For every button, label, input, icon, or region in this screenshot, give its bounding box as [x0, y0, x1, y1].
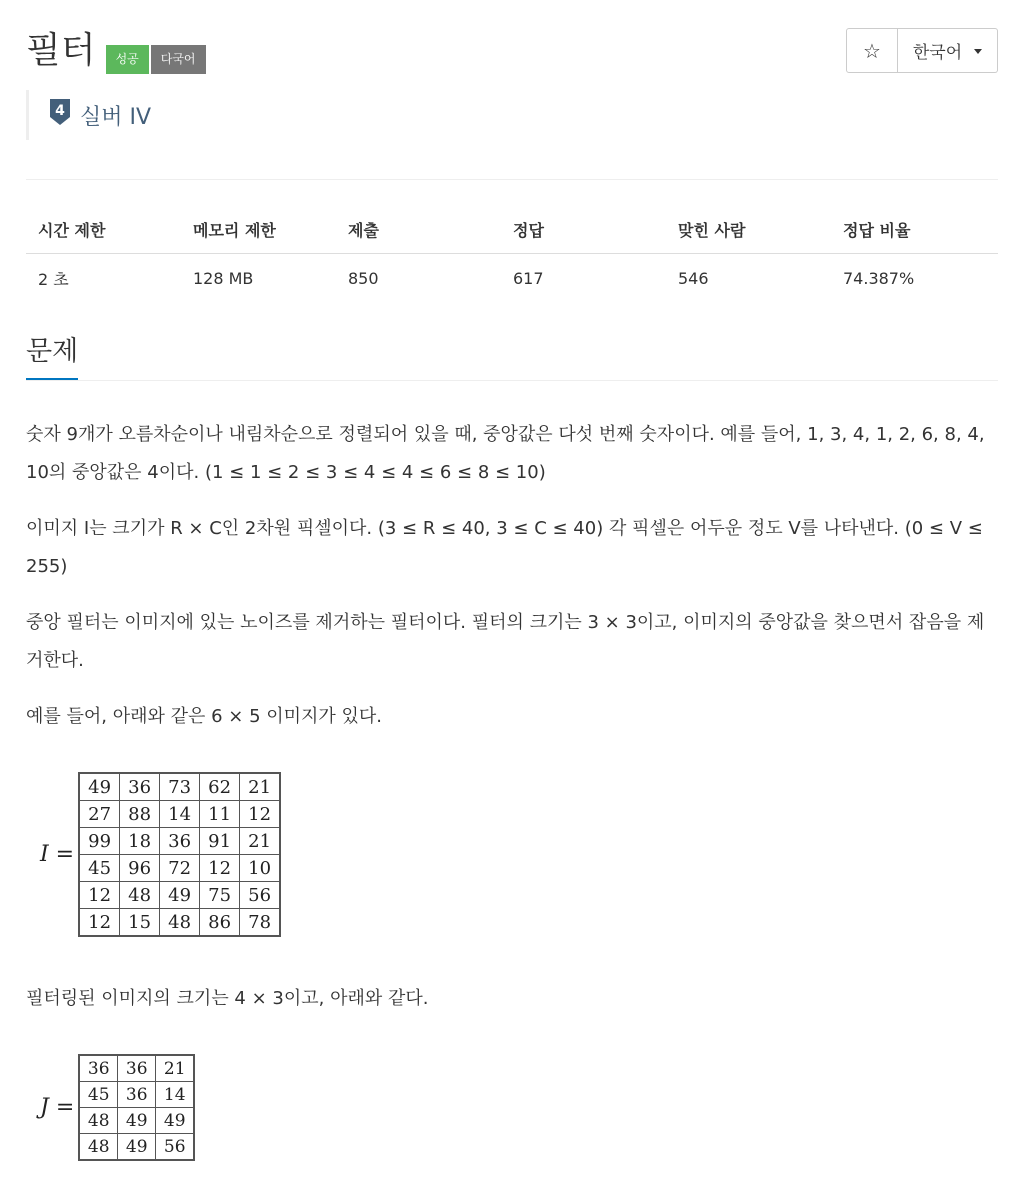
matrix-cell: 36	[120, 773, 160, 801]
divider	[26, 179, 998, 180]
chevron-down-icon	[974, 49, 982, 54]
header-memory-limit: 메모리 제한	[181, 205, 336, 254]
matrix-cell: 45	[79, 1082, 118, 1108]
matrix-cell: 12	[79, 882, 120, 909]
info-header-row	[26, 205, 998, 254]
matrix-i-table	[78, 772, 281, 937]
matrix-cell: 14	[160, 801, 200, 828]
problem-info-table	[26, 205, 998, 302]
favorite-button[interactable]	[846, 28, 898, 73]
matrix-cell: 45	[79, 855, 120, 882]
matrix-cell: 73	[160, 773, 200, 801]
matrix-cell: 72	[160, 855, 200, 882]
matrix-cell: 99	[79, 828, 120, 855]
matrix-cell: 10	[240, 855, 281, 882]
tier-number: 4	[55, 103, 65, 119]
value-accepted[interactable]: 617	[513, 268, 544, 288]
title-row	[26, 28, 206, 78]
matrix-row	[79, 855, 280, 882]
matrix-i-figure	[40, 772, 281, 937]
matrix-cell: 49	[79, 773, 120, 801]
matrix-cell: 21	[240, 828, 281, 855]
title-button-group	[846, 28, 998, 73]
status-badge-success[interactable]: 성공	[106, 45, 149, 74]
status-badge-multilang[interactable]: 다국어	[151, 45, 206, 74]
value-memory-limit: 128 MB	[193, 268, 254, 288]
matrix-row	[79, 828, 280, 855]
matrix-cell: 48	[160, 909, 200, 937]
tier-icon[interactable]	[48, 97, 72, 127]
language-label: 한국어	[912, 43, 963, 63]
value-time-limit: 2 초	[38, 269, 69, 289]
matrix-cell: 14	[156, 1082, 195, 1108]
matrix-row	[79, 1082, 194, 1108]
matrix-cell: 18	[120, 828, 160, 855]
matrix-row	[79, 1055, 194, 1082]
matrix-cell: 91	[200, 828, 240, 855]
info-value-row	[26, 254, 998, 303]
matrix-cell: 56	[240, 882, 281, 909]
value-solvers[interactable]: 546	[678, 268, 709, 288]
header-ratio: 정답 비율	[831, 205, 998, 254]
matrix-cell: 48	[79, 1108, 118, 1134]
matrix-cell: 96	[120, 855, 160, 882]
star-icon: ☆	[863, 38, 881, 63]
language-dropdown[interactable]	[898, 28, 998, 73]
matrix-row	[79, 882, 280, 909]
section-title: 문제	[26, 330, 78, 380]
matrix-cell: 36	[118, 1055, 156, 1082]
matrix-cell: 12	[240, 801, 281, 828]
matrix-row	[79, 801, 280, 828]
matrix-cell: 86	[200, 909, 240, 937]
matrix-cell: 62	[200, 773, 240, 801]
matrix-cell: 12	[200, 855, 240, 882]
page-title: 필터	[26, 30, 96, 71]
matrix-cell: 36	[160, 828, 200, 855]
problem-paragraph-2: 이미지 I는 크기가 R × C인 2차원 픽셀이다. (3 ≤ R ≤ 40, 3 ≤ C ≤ 40) 각 픽셀은 어두운 정도 V를 나타낸다. (0 ≤ V ≤ 255)	[26, 518, 983, 577]
matrix-cell: 12	[79, 909, 120, 937]
matrix-cell: 48	[79, 1134, 118, 1161]
matrix-j-label: J =	[40, 1095, 75, 1120]
matrix-cell: 48	[120, 882, 160, 909]
matrix-cell: 36	[118, 1082, 156, 1108]
matrix-cell: 15	[120, 909, 160, 937]
matrix-row	[79, 909, 280, 937]
matrix-cell: 75	[200, 882, 240, 909]
problem-paragraph-4: 예를 들어, 아래와 같은 6 × 5 이미지가 있다.	[26, 706, 383, 727]
matrix-cell: 88	[120, 801, 160, 828]
matrix-row	[79, 773, 280, 801]
header-accepted: 정답	[501, 205, 666, 254]
header-time-limit: 시간 제한	[26, 205, 181, 254]
matrix-cell: 56	[156, 1134, 195, 1161]
value-submissions[interactable]: 850	[348, 268, 379, 288]
matrix-cell: 49	[160, 882, 200, 909]
matrix-cell: 11	[200, 801, 240, 828]
matrix-cell: 49	[118, 1134, 156, 1161]
matrix-cell: 49	[156, 1108, 195, 1134]
matrix-row	[79, 1134, 194, 1161]
value-ratio: 74.387%	[843, 268, 915, 288]
matrix-j-figure	[40, 1054, 195, 1161]
matrix-cell: 49	[118, 1108, 156, 1134]
header-solvers: 맞힌 사람	[666, 205, 831, 254]
matrix-cell: 78	[240, 909, 281, 937]
header-submissions: 제출	[336, 205, 501, 254]
section-header	[26, 330, 998, 381]
matrix-j-table	[78, 1054, 195, 1161]
matrix-row	[79, 1108, 194, 1134]
problem-paragraph-1: 숫자 9개가 오름차순이나 내림차순으로 정렬되어 있을 때, 중앙값은 다섯 번째 숫자이다. 예를 들어, 1, 3, 4, 1, 2, 6, 8, 4, 10의 중앙값은 4이다. (1 ≤ 1 ≤ 2 ≤ 3 ≤ 4 ≤ 4 ≤ 6 ≤ 8 ≤ 10)	[26, 424, 985, 483]
tier-row	[26, 90, 151, 140]
problem-paragraph-3: 중앙 필터는 이미지에 있는 노이즈를 제거하는 필터이다. 필터의 크기는 3 × 3이고, 이미지의 중앙값을 찾으면서 잡음을 제거한다.	[26, 612, 985, 671]
matrix-cell: 36	[79, 1055, 118, 1082]
matrix-cell: 27	[79, 801, 120, 828]
problem-paragraph-5: 필터링된 이미지의 크기는 4 × 3이고, 아래와 같다.	[26, 988, 429, 1009]
matrix-cell: 21	[240, 773, 281, 801]
tier-label[interactable]: 실버 IV	[80, 104, 152, 130]
matrix-cell: 21	[156, 1055, 195, 1082]
matrix-i-label: I =	[40, 842, 75, 867]
